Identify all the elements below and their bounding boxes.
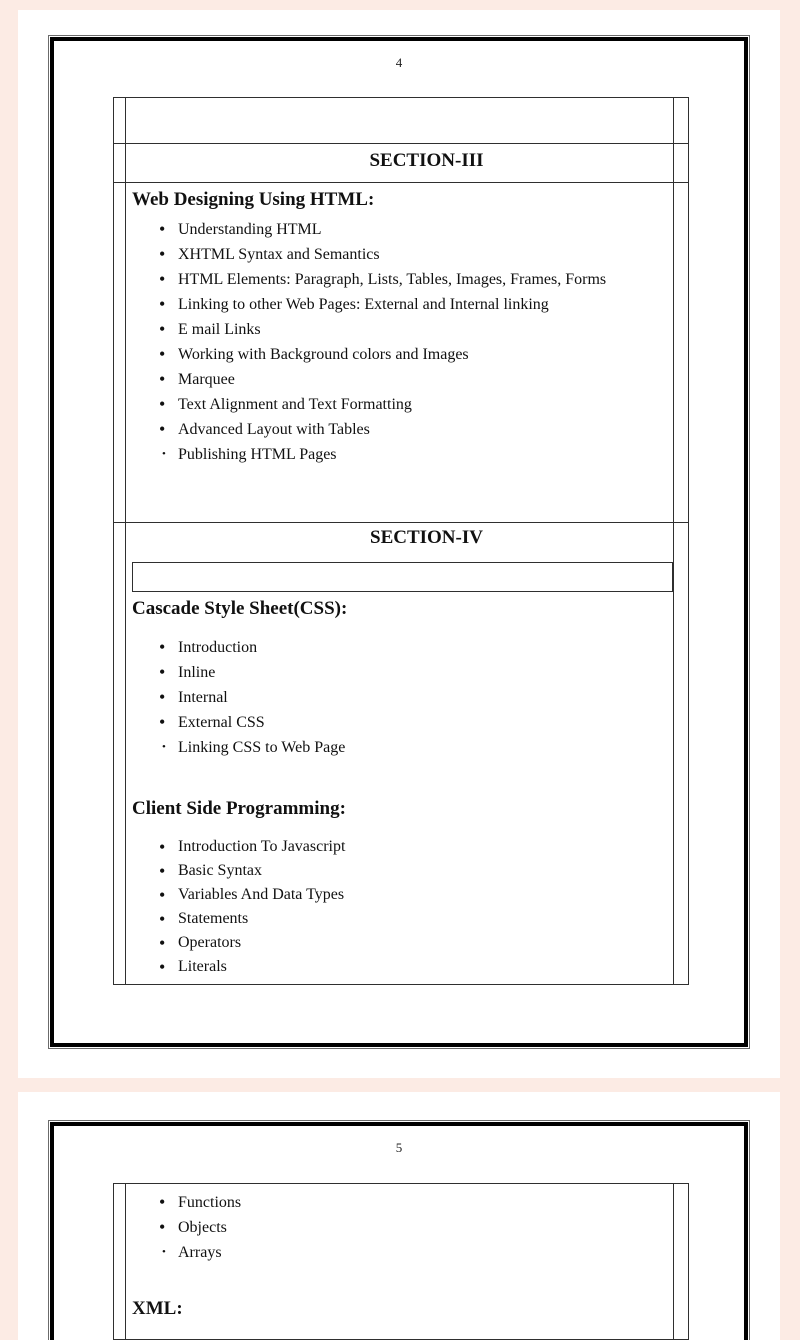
list-item: • Linking CSS to Web Page bbox=[178, 735, 673, 760]
list-item: • Publishing HTML Pages bbox=[178, 442, 673, 467]
list-item: • Variables And Data Types bbox=[178, 883, 673, 907]
list-item: • Functions bbox=[178, 1190, 673, 1215]
css-topic-list bbox=[126, 635, 673, 760]
html-heading: Web Designing Using HTML: bbox=[132, 189, 375, 210]
page-number: 5 bbox=[395, 1140, 403, 1155]
table-row-section-3-header bbox=[114, 143, 688, 182]
list-item: • Working with Background colors and Images bbox=[178, 342, 673, 367]
empty-inner-box bbox=[132, 562, 673, 592]
list-item: • Internal bbox=[178, 685, 673, 710]
list-item: • XHTML Syntax and Semantics bbox=[178, 242, 673, 267]
document-page-4 bbox=[18, 10, 780, 1078]
list-item: • Statements bbox=[178, 907, 673, 931]
table-cell-right-gutter bbox=[673, 1184, 688, 1339]
table-row-js-continued bbox=[114, 1184, 688, 1339]
table-row-html-topics bbox=[114, 182, 688, 522]
table-cell-right-gutter bbox=[673, 144, 688, 182]
syllabus-table-continued bbox=[113, 1183, 689, 1340]
page-number: 4 bbox=[395, 55, 403, 70]
table-cell-left-gutter bbox=[114, 523, 126, 984]
list-item: • Text Alignment and Text Formatting bbox=[178, 392, 673, 417]
table-cell-left-gutter bbox=[114, 144, 126, 182]
table-cell-right-gutter bbox=[673, 183, 688, 522]
list-item: • Introduction To Javascript bbox=[178, 835, 673, 859]
list-item: • Understanding HTML bbox=[178, 217, 673, 242]
syllabus-table bbox=[113, 97, 689, 985]
table-cell-right-gutter bbox=[673, 523, 688, 984]
list-item: • Advanced Layout with Tables bbox=[178, 417, 673, 442]
table-cell-left-gutter bbox=[114, 98, 126, 143]
list-item: • Operators bbox=[178, 931, 673, 955]
list-item: • Objects bbox=[178, 1215, 673, 1240]
table-cell-left-gutter bbox=[114, 1184, 126, 1339]
list-item: • Linking to other Web Pages: External and Internal linking bbox=[178, 292, 673, 317]
list-item: • Introduction bbox=[178, 635, 673, 660]
list-item: • E mail Links bbox=[178, 317, 673, 342]
list-item: • HTML Elements: Paragraph, Lists, Tables, Images, Frames, Forms bbox=[178, 267, 628, 292]
table-row-empty bbox=[114, 98, 688, 143]
list-item: • Basic Syntax bbox=[178, 859, 673, 883]
xml-heading: XML: bbox=[132, 1298, 183, 1319]
client-side-heading: Client Side Programming: bbox=[132, 798, 346, 819]
table-cell-right-gutter bbox=[673, 98, 688, 143]
list-item: • Arrays bbox=[178, 1240, 673, 1265]
javascript-topic-list bbox=[126, 835, 673, 979]
css-heading: Cascade Style Sheet(CSS): bbox=[132, 598, 348, 619]
section-4-title: SECTION-IV bbox=[370, 527, 483, 548]
table-cell-left-gutter bbox=[114, 183, 126, 522]
html-topic-list bbox=[126, 217, 673, 467]
list-item: • Marquee bbox=[178, 367, 673, 392]
list-item: • Inline bbox=[178, 660, 673, 685]
document-page-5 bbox=[18, 1092, 780, 1340]
javascript-topic-list-continued bbox=[126, 1190, 673, 1265]
list-item: • External CSS bbox=[178, 710, 673, 735]
section-3-title: SECTION-III bbox=[369, 150, 484, 171]
list-item: • Literals bbox=[178, 955, 673, 979]
table-row-section-4 bbox=[114, 522, 688, 984]
table-cell-empty bbox=[126, 98, 673, 143]
